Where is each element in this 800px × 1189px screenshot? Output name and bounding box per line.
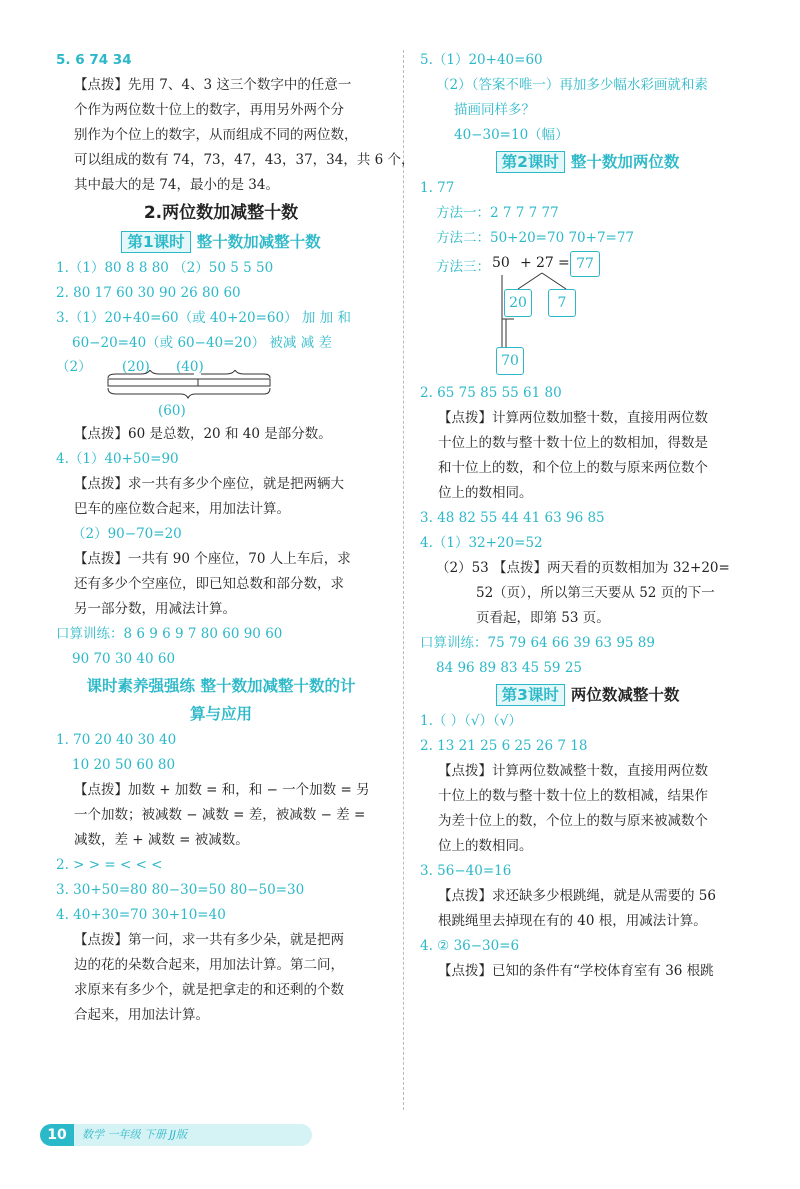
plus-sign: +: [520, 255, 532, 271]
answer-5-2c: 40−30=10（幅）: [454, 127, 569, 143]
tip-text: 页看起，即第 53 页。: [476, 610, 610, 626]
footer-text: 数学 一年级 下册 JJ版: [74, 1124, 312, 1146]
answer-4: 4. ② 36−30=6: [420, 938, 520, 954]
tip-text: 【点拨】一共有 90 个座位，70 人上车后，求: [74, 551, 351, 567]
tip-text: 可以组成的数有 74，73，47，43，37，34，共 6 个，: [74, 152, 415, 168]
result-box: 77: [570, 251, 600, 277]
lesson-tag: 第2课时: [496, 151, 565, 173]
brace-part-a: (20): [122, 359, 150, 375]
answer-4-2: （2）53 【点拨】两天看的页数相加为 32+20=: [436, 560, 730, 576]
answer-1: 1. 77: [420, 180, 455, 196]
tip-text: 【点拨】60 是总数，20 和 40 是部分数。: [74, 426, 332, 442]
tip-text: 【点拨】先用 7、4、3 这三个数字中的任意一: [74, 77, 352, 93]
tip-text: 十位上的数与整十数十位上的数相加，得数是: [438, 435, 708, 451]
section-title: 2.两位数加减整十数: [143, 203, 299, 223]
tip-text: 别作为个位上的数字，从而组成不同的两位数，: [74, 127, 358, 143]
tip-text: 【点拨】求一共有多少个座位，就是把两辆大: [74, 476, 344, 492]
lesson-title: 两位数减整十数: [570, 686, 680, 704]
answer-5-2b: 描画同样多？: [454, 102, 535, 118]
lesson-title: 整十数加减整十数: [196, 233, 321, 251]
brace-part-b: (40): [176, 359, 204, 375]
practice-answer-2: 2. > > = < < <: [56, 857, 163, 873]
tip-text: 为差十位上的数，个位上的数与原来被减数个: [438, 813, 708, 829]
tip-text: 合起来，用加法计算。: [74, 1007, 209, 1023]
tip-text: 求原来有多少个，就是把拿走的和还剩的个数: [74, 982, 344, 998]
left-column: [56, 48, 415, 1028]
sum-box-70: 70: [496, 347, 524, 375]
lesson2-heading: [420, 148, 755, 176]
answer-5: 5. 6 74 34: [56, 52, 132, 68]
lesson-title: 整十数加两位数: [570, 153, 680, 171]
tip-text: 和十位上的数，和个位上的数与原来两位数个: [438, 460, 708, 476]
brace-diagram: [56, 356, 386, 422]
answer-4-1: 4.（1）32+20=52: [420, 535, 543, 551]
tip-text: 十位上的数与整十数十位上的数相减，结果作: [438, 788, 708, 804]
page-number: 10: [40, 1124, 74, 1146]
page-footer: [40, 1124, 300, 1146]
answer-2: 2. 80 17 60 30 90 26 80 60: [56, 285, 241, 301]
answer-1: 1.（ ）（√）（√）: [420, 713, 522, 729]
lesson-tag: 第1课时: [121, 231, 190, 253]
oral-training: 口算训练：8 6 9 6 9 7 80 60 90 60: [56, 626, 283, 642]
answer-3-1b: 60−20=40（或 60−40=20） 被减 减 差: [72, 335, 332, 351]
column-divider: [403, 50, 404, 1110]
tip-text: 一个加数；被减数 − 减数 = 差，被减数 − 差 =: [74, 807, 366, 823]
brace-lines: [106, 370, 276, 400]
tip-text: 还有多少个空座位，即已知总数和部分数，求: [74, 576, 344, 592]
answer-4-1: 4.（1）40+50=90: [56, 451, 179, 467]
method-3-diagram: [420, 251, 755, 381]
answer-5-1: 5.（1）20+40=60: [420, 52, 543, 68]
tip-text: 其中最大的是 74，最小的是 34。: [74, 177, 279, 193]
practice-answer-1: 1. 70 20 40 30 40: [56, 732, 177, 748]
answer-5-2: （2）（答案不唯一）再加多少幅水彩画就和素: [436, 77, 708, 93]
answer-3-1: 3.（1）20+40=60（或 40+20=60） 加 加 和: [56, 310, 351, 326]
oral-training: 口算训练：75 79 64 66 39 63 95 89: [420, 635, 655, 651]
brace-total: (60): [158, 403, 186, 419]
practice-answer-4: 4. 40+30=70 30+10=40: [56, 907, 226, 923]
lesson1-heading: [56, 228, 386, 256]
tip-text: 【点拨】第一问，求一共有多少朵，就是把两: [74, 932, 344, 948]
tip-text: 减数，差 + 减数 = 被减数。: [74, 832, 249, 848]
lesson3-heading: [420, 681, 755, 709]
answer-2: 2. 13 21 25 6 25 26 7 18: [420, 738, 588, 754]
part-label: （2）: [56, 359, 92, 375]
answer-2: 2. 65 75 85 55 61 80: [420, 385, 562, 401]
tip-text: 巴车的座位数合起来，用加法计算。: [74, 501, 290, 517]
oral-training-cont: 90 70 30 40 60: [72, 651, 176, 667]
lesson-tag: 第3课时: [496, 684, 565, 706]
answer-3: 3. 56−40=16: [420, 863, 512, 879]
method-3-label: 方法三：: [436, 259, 490, 275]
tip-text: 【点拨】加数 + 加数 = 和，和 − 一个加数 = 另: [74, 782, 370, 798]
right-column: [420, 48, 755, 984]
answer-3: 3. 48 82 55 44 41 63 96 85: [420, 510, 605, 526]
tip-text: 另一部分数，用减法计算。: [74, 601, 236, 617]
practice-answer-3: 3. 30+50=80 80−30=50 80−50=30: [56, 882, 305, 898]
answer-4-2: （2）90−70=20: [72, 526, 182, 542]
practice-title-cont: 算与应用: [189, 705, 252, 723]
tip-text: 位上的数相同。: [438, 485, 533, 501]
method-2: 方法二：50+20=70 70+7=77: [436, 230, 635, 246]
addend-a: 50: [492, 255, 510, 271]
addend-b: 27: [536, 255, 554, 271]
tip-text: 个作为两位数十位上的数字，再用另外两个分: [74, 102, 344, 118]
practice-title: 课时素养强强练 整十数加减整十数的计: [86, 677, 356, 695]
answer-1: 1.（1）80 8 8 80 （2）50 5 5 50: [56, 260, 274, 276]
tip-text: 52（页），所以第三天要从 52 页的下一: [476, 585, 715, 601]
tip-text: 边的花的朵数合起来，用加法计算。第二问，: [74, 957, 344, 973]
split-box-7: 7: [548, 289, 576, 317]
equals-sign: =: [558, 255, 570, 271]
oral-training-cont: 84 96 89 83 45 59 25: [436, 660, 582, 676]
practice-answer-1b: 10 20 50 60 80: [72, 757, 176, 773]
split-box-20: 20: [504, 289, 532, 317]
tip-text: 【点拨】计算两位数加整十数，直接用两位数: [438, 410, 708, 426]
tip-text: 位上的数相同。: [438, 838, 533, 854]
tip-text: 【点拨】求还缺多少根跳绳，就是从需要的 56: [438, 888, 716, 904]
method-1: 方法一：2 7 7 7 77: [436, 205, 559, 221]
tip-text: 根跳绳里去掉现在有的 40 根，用减法计算。: [438, 913, 707, 929]
tip-text: 【点拨】已知的条件有“学校体育室有 36 根跳: [438, 963, 714, 979]
tip-text: 【点拨】计算两位数减整十数，直接用两位数: [438, 763, 708, 779]
